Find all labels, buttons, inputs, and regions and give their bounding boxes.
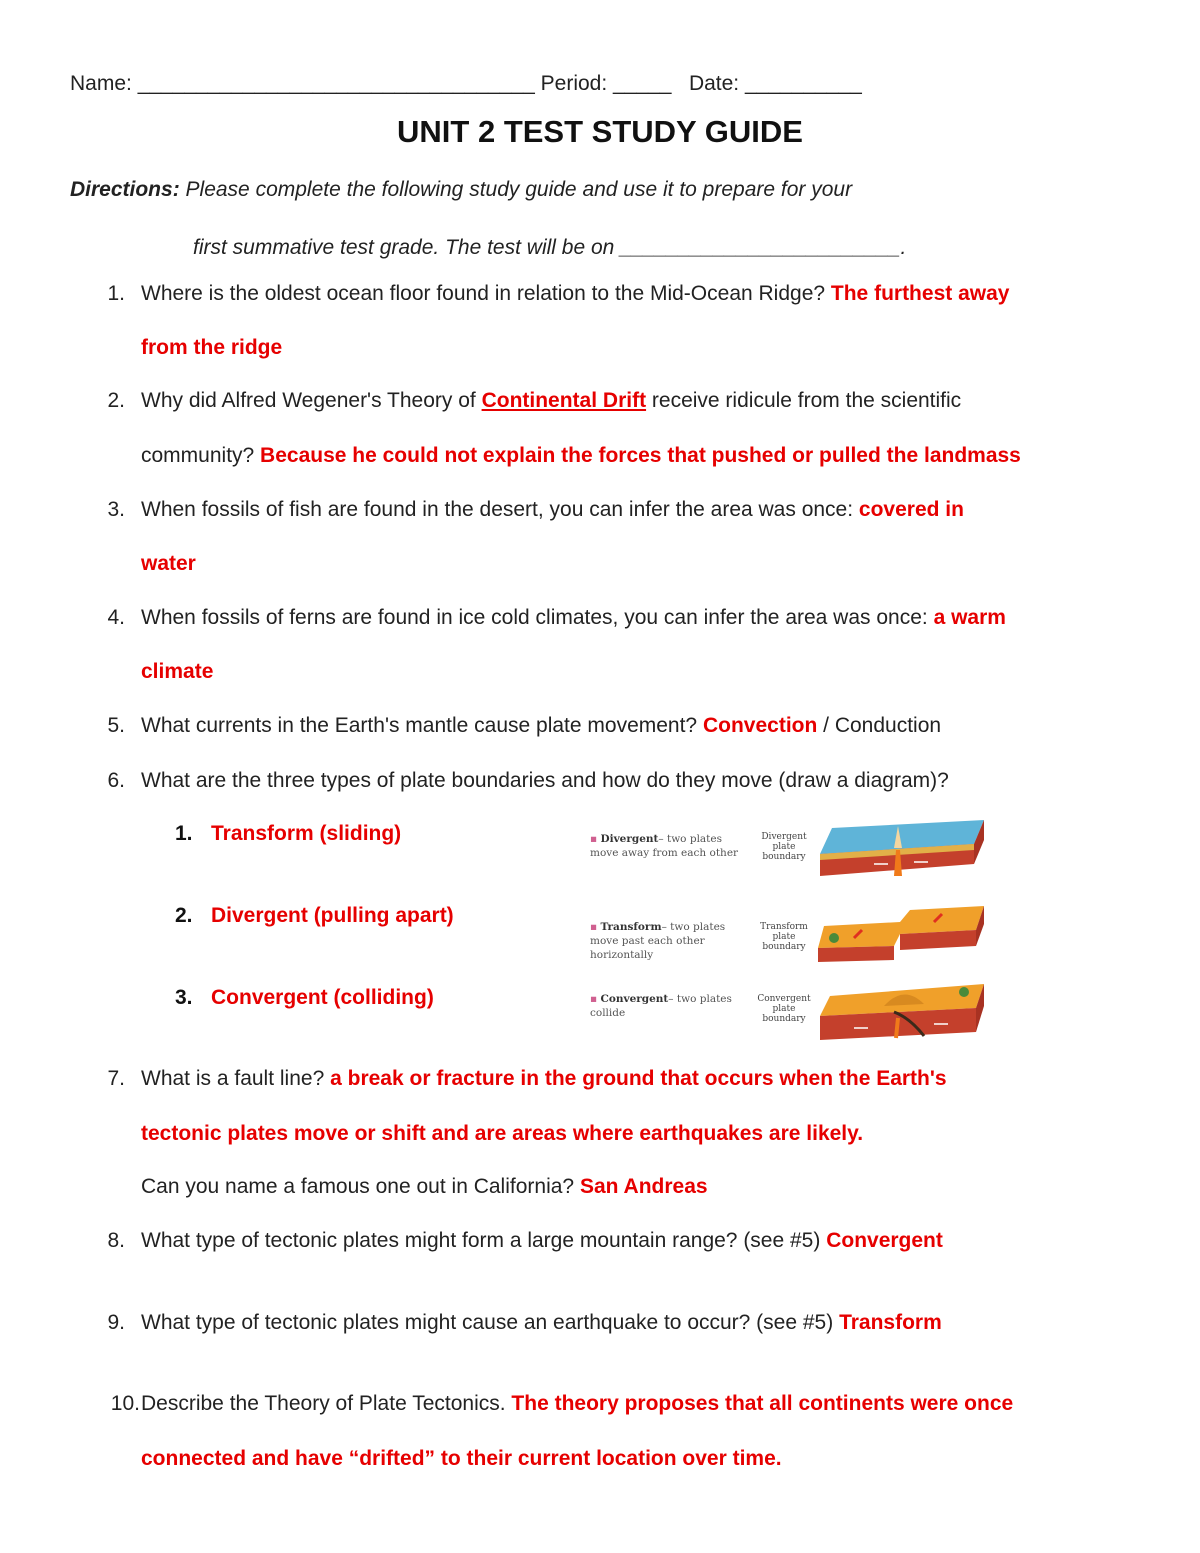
answer-4-cont: climate xyxy=(141,660,214,683)
plate-boundary-diagram xyxy=(582,812,1002,1044)
question-5: What currents in the Earth's mantle cause plate movement? Convection / Conduction xyxy=(141,714,942,737)
answer-4: a warm xyxy=(933,606,1006,629)
transform-caption: ▪ Transform– two plates move past each other horizontally xyxy=(590,921,726,961)
question-2: Why did Alfred Wegener's Theory of Continental Drift receive ridicule from the scientific xyxy=(141,389,962,412)
directions-line-2: first summative test grade. The test will be on ________________________. xyxy=(193,236,907,259)
continental-drift-term: Continental Drift xyxy=(481,389,647,412)
question-10: Describe the Theory of Plate Tectonics. The theory proposes that all continents were once xyxy=(141,1392,1014,1415)
question-number: 9. xyxy=(107,1311,125,1334)
answer-8: Convergent xyxy=(826,1229,943,1252)
question-8: What type of tectonic plates might form a large mountain range? (see #5) Convergent xyxy=(141,1229,943,1252)
answer-7: a break or fracture in the ground that occurs when the Earth's xyxy=(330,1067,947,1090)
date-label: Date: xyxy=(688,72,740,95)
divergent-block-illustration xyxy=(814,818,994,884)
question-number: 3. xyxy=(107,498,125,521)
directions-line-1: Directions: Please complete the following study guide and use it to prepare for your xyxy=(70,178,853,201)
convergent-block-illustration xyxy=(814,978,994,1044)
answer-7-followup: San Andreas xyxy=(579,1175,708,1198)
answer-3: covered in xyxy=(858,498,964,521)
question-number: 2. xyxy=(107,389,125,412)
answer-9: Transform xyxy=(839,1311,942,1334)
answer-10-cont: connected and have “drifted” to their current location over time. xyxy=(141,1447,782,1470)
divergent-caption: ▪ Divergent– two plates move away from each other xyxy=(590,833,739,859)
transform-side-label: Transform plate boundary xyxy=(760,922,808,952)
question-number: 1. xyxy=(107,282,125,305)
answer-7-cont: tectonic plates move or shift and are areas where earthquakes are likely. xyxy=(141,1122,864,1145)
boundary-item-3: 3. Convergent (colliding) xyxy=(175,986,434,1009)
directions-label: Directions: xyxy=(70,178,180,201)
period-blank[interactable]: _____ xyxy=(613,72,672,95)
period-label: Period: xyxy=(540,72,608,95)
answer-10: The theory proposes that all continents were once xyxy=(511,1392,1014,1415)
question-9: What type of tectonic plates might cause an earthquake to occur? (see #5) Transform xyxy=(141,1311,942,1334)
header-line xyxy=(70,72,862,96)
convergent-caption: ▪ Convergent– two plates collide xyxy=(590,993,732,1019)
question-7-followup: Can you name a famous one out in California? San Andreas xyxy=(141,1175,708,1198)
boundary-item-2: 2. Divergent (pulling apart) xyxy=(175,904,454,927)
boundary-item-1: 1. Transform (sliding) xyxy=(175,822,402,845)
question-number: 4. xyxy=(107,606,125,629)
question-number: 8. xyxy=(107,1229,125,1252)
answer-1: The furthest away xyxy=(830,282,1010,305)
answer-1-cont: from the ridge xyxy=(141,336,283,359)
question-number: 10. xyxy=(110,1392,140,1415)
question-number: 6. xyxy=(107,769,125,792)
question-7: What is a fault line? a break or fracture in the ground that occurs when the Earth's xyxy=(141,1067,947,1090)
answer-3-cont: water xyxy=(141,552,196,575)
divergent-side-label: Divergent plate boundary xyxy=(761,832,807,862)
question-number: 7. xyxy=(107,1067,125,1090)
date-blank[interactable]: __________ xyxy=(745,72,862,95)
answer-2: Because he could not explain the forces that pushed or pulled the landmass xyxy=(260,444,1021,467)
question-2-cont: community? Because he could not explain the forces that pushed or pulled the landmass xyxy=(141,444,1021,467)
name-blank[interactable]: __________________________________ xyxy=(137,72,535,95)
question-6: What are the three types of plate boundaries and how do they move (draw a diagram)? xyxy=(141,769,949,792)
question-4: When fossils of ferns are found in ice cold climates, you can infer the area was once: a warm xyxy=(141,606,1006,629)
page-title: UNIT 2 TEST STUDY GUIDE xyxy=(397,114,803,149)
question-number: 5. xyxy=(107,714,125,737)
question-1: Where is the oldest ocean floor found in relation to the Mid-Ocean Ridge? The furthest away xyxy=(141,282,1010,305)
question-3: When fossils of fish are found in the desert, you can infer the area was once: covered in xyxy=(141,498,964,521)
answer-5: Convection xyxy=(702,714,818,737)
transform-block-illustration xyxy=(814,902,994,968)
name-label: Name: xyxy=(70,72,132,95)
convergent-side-label: Convergent plate boundary xyxy=(757,994,811,1024)
